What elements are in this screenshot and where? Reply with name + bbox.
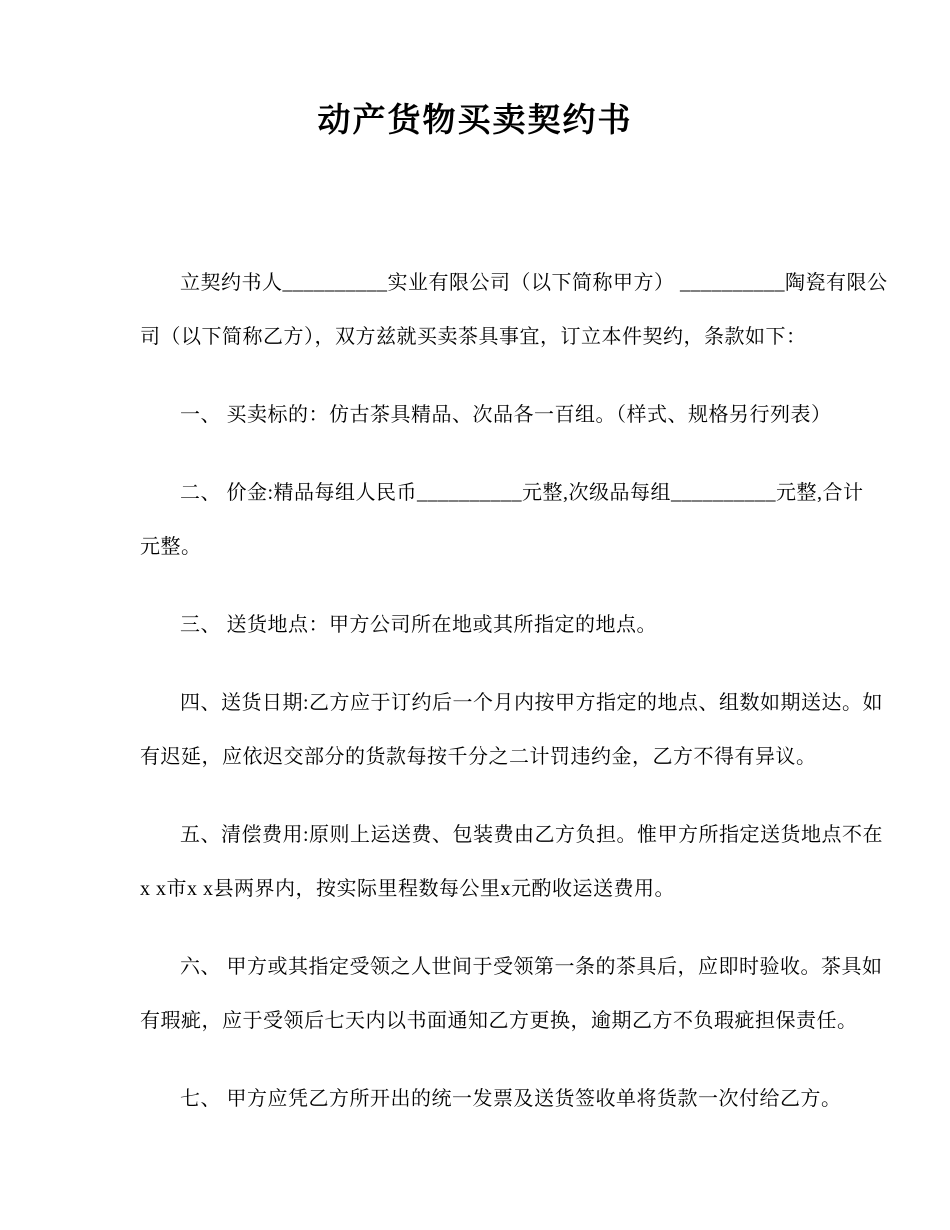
clause-3-line-1: 三、 送货地点：甲方公司所在地或其所指定的地点。 — [180, 614, 657, 636]
clause-5-line-2: x x市x x县两界内，按实际里程数每公里x元酌收运送费用。 — [140, 878, 675, 900]
document-body — [140, 256, 888, 1126]
document-title: 动产货物买卖契约书 — [317, 101, 633, 138]
clause-4 — [140, 676, 884, 784]
clause-4-line-1: 四、送货日期:乙方应于订约后一个月内按甲方指定的地点、组数如期送达。如 — [180, 692, 884, 714]
clause-5 — [140, 808, 884, 916]
clause-1-line-1: 一、 买卖标的：仿古茶具精品、次品各一百组。（样式、规格另行列表） — [180, 404, 832, 426]
preamble-line-2: 司（以下简称乙方），双方兹就买卖茶具事宜，订立本件契约，条款如下： — [140, 326, 807, 348]
clause-6-line-1: 六、 甲方或其指定受领之人世间于受领第一条的茶具后，应即时验收。茶具如 — [180, 956, 883, 978]
clause-3 — [140, 598, 845, 652]
clause-2 — [140, 466, 864, 574]
contract-preamble — [140, 256, 888, 364]
clause-6 — [140, 940, 883, 1048]
clause-7 — [140, 1072, 845, 1126]
clause-5-line-1: 五、清偿费用:原则上运送费、包装费由乙方负担。惟甲方所指定送货地点不在 — [180, 824, 884, 846]
clause-4-line-2: 有迟延，应依迟交部分的货款每按千分之二计罚违约金，乙方不得有异议。 — [140, 746, 817, 768]
clause-2-line-2: 元整。 — [140, 536, 202, 558]
clause-2-line-1: 二、 价金:精品每组人民币__________元整,次级品每组__________元整,合计 — [180, 482, 864, 504]
preamble-line-1: 立契约书人__________实业有限公司（以下简称甲方） __________陶瓷有限公 — [180, 272, 888, 294]
clause-7-line-1: 七、 甲方应凭乙方所开出的统一发票及送货签收单将货款一次付给乙方。 — [180, 1088, 842, 1110]
clause-1 — [140, 388, 845, 442]
clause-6-line-2: 有瑕疵，应于受领后七天内以书面通知乙方更换，逾期乙方不负瑕疵担保责任。 — [140, 1010, 858, 1032]
